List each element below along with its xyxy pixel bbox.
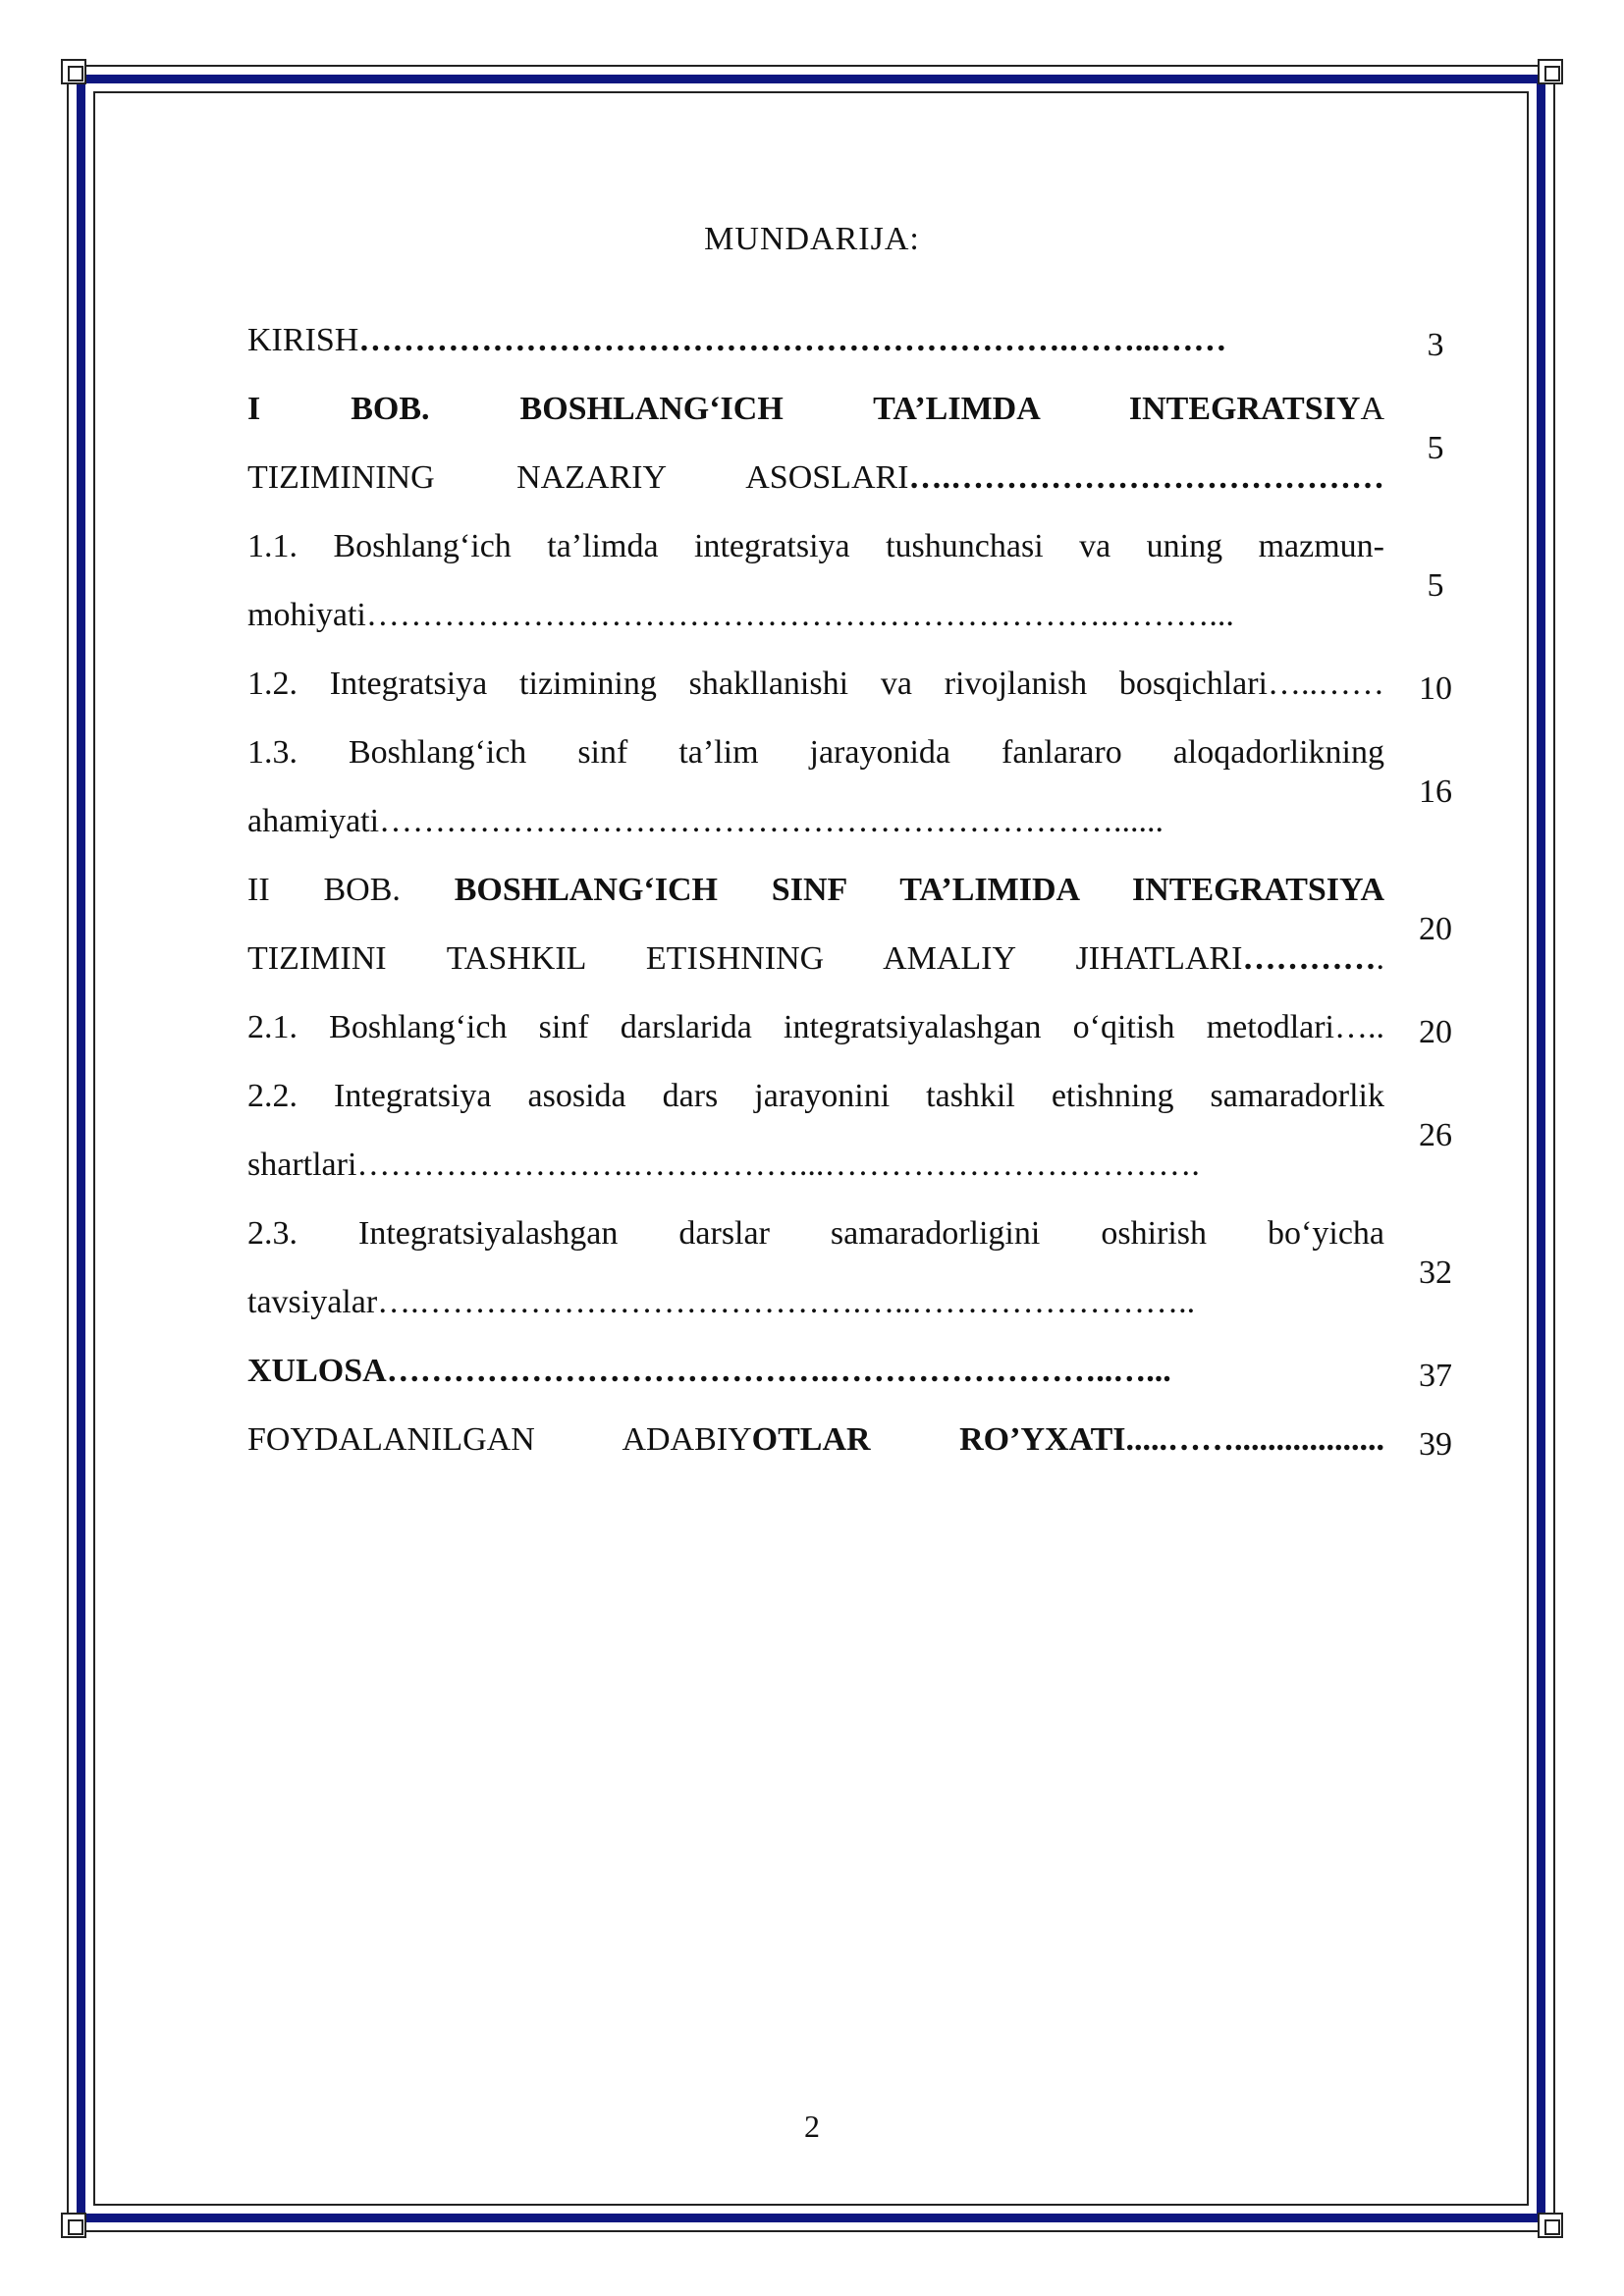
- toc-entry-text: [247, 375, 1384, 512]
- toc-entry-text: [247, 512, 1384, 650]
- toc-line-segment: ….…………………………………: [908, 459, 1384, 496]
- toc-line-segment: tavsiyalar….………………………………….…..……………………..: [247, 1284, 1196, 1320]
- toc-entry-s2-1[interactable]: [247, 993, 1475, 1062]
- toc-entry-text: [247, 650, 1384, 719]
- toc-page-number: 16: [1419, 774, 1452, 810]
- toc-page-number: 39: [1419, 1426, 1452, 1463]
- toc-line: [247, 1062, 1384, 1131]
- toc-line-segment: shartlari…………………….……………...…………………………….: [247, 1147, 1200, 1183]
- toc-line: [247, 581, 1384, 650]
- toc-entry-text: [247, 856, 1384, 993]
- toc-page-number: 32: [1419, 1255, 1452, 1291]
- toc-line: [247, 993, 1384, 1062]
- toc-entry-text: [247, 1200, 1384, 1337]
- toc-line-segment: OTLAR RO’YXATI.....……..................: [751, 1421, 1384, 1458]
- corner-ornament: [61, 2213, 86, 2238]
- toc-line: [247, 1268, 1384, 1337]
- toc-line-segment: 2.2. Integratsiya asosida dars jarayonini tashkil etishning samaradorlik: [247, 1078, 1384, 1114]
- toc-line: [247, 925, 1384, 993]
- toc-line-segment: …………: [1242, 940, 1377, 977]
- corner-ornament: [1538, 2213, 1563, 2238]
- toc-entry-text: [247, 719, 1384, 856]
- toc-line-segment: TIZIMINI TASHKIL ETISHNING AMALIY JIHATLARI: [247, 940, 1243, 977]
- toc-line-segment: ……………………………………………………….……...……: [358, 322, 1227, 358]
- toc-line: [247, 1200, 1384, 1268]
- toc-line: [247, 306, 1384, 375]
- toc-entry-s1-2[interactable]: [247, 650, 1475, 719]
- toc-line: [247, 1131, 1384, 1200]
- toc-page-number: 5: [1427, 567, 1444, 604]
- toc-entry-s1-1[interactable]: [247, 512, 1475, 650]
- toc-entry-bob1[interactable]: [247, 375, 1475, 512]
- toc-line-segment: II BOB.: [247, 872, 455, 908]
- toc-line: [247, 719, 1384, 787]
- toc-page-number: 37: [1419, 1358, 1452, 1394]
- toc-line: [247, 1406, 1384, 1474]
- toc-line-segment: A: [1360, 391, 1384, 427]
- toc-entry-text: [247, 306, 1384, 375]
- toc-line-segment: 2.3. Integratsiyalashgan darslar samaradorligini oshirish bo‘yicha: [247, 1215, 1384, 1252]
- toc-entry-s1-3[interactable]: [247, 719, 1475, 856]
- toc-line: [247, 856, 1384, 925]
- toc-line: [247, 1337, 1384, 1406]
- table-of-contents: [247, 306, 1475, 1474]
- toc-page-number: 20: [1419, 911, 1452, 947]
- toc-page-number: 3: [1427, 327, 1444, 363]
- toc-entry-text: [247, 1337, 1384, 1406]
- toc-entry-bob2[interactable]: [247, 856, 1475, 993]
- toc-line: [247, 512, 1384, 581]
- toc-entry-s2-3[interactable]: [247, 1200, 1475, 1337]
- toc-page-number: 10: [1419, 670, 1452, 707]
- toc-line-segment: .: [1376, 940, 1384, 977]
- toc-entry-kirish[interactable]: [247, 306, 1475, 375]
- toc-line-segment: KIRISH: [247, 322, 359, 358]
- toc-page-number: 26: [1419, 1117, 1452, 1153]
- toc-page-number: 20: [1419, 1014, 1452, 1050]
- toc-line-segment: mohiyati………………………………………………………….………...: [247, 597, 1234, 633]
- toc-entry-text: [247, 1406, 1384, 1474]
- toc-line: [247, 650, 1384, 719]
- toc-line-segment: 1.3. Boshlang‘ich sinf ta’lim jarayonida fanlararo aloqadorlikning: [247, 734, 1384, 771]
- toc-entry-xulosa[interactable]: [247, 1337, 1475, 1406]
- toc-line: [247, 444, 1384, 512]
- toc-line-segment: I BOB. BOSHLANG‘ICH TA’LIMDA INTEGRATSIY: [247, 391, 1361, 427]
- toc-entry-adabiyot[interactable]: [247, 1406, 1475, 1474]
- toc-line-segment: 2.1. Boshlang‘ich sinf darslarida integratsiyalashgan o‘qitish metodlari…..: [247, 1009, 1384, 1045]
- toc-line-segment: XULOSA: [247, 1353, 387, 1389]
- toc-line-segment: 1.2. Integratsiya tizimining shakllanishi va rivojlanish bosqichlari…..……: [247, 666, 1384, 702]
- toc-page-number: 5: [1427, 430, 1444, 466]
- page-title: MUNDARIJA:: [704, 221, 920, 257]
- toc-line-segment: 1.1. Boshlang‘ich ta’limda integratsiya tushunchasi va uning mazmun-: [247, 528, 1384, 564]
- toc-entry-text: [247, 993, 1384, 1062]
- corner-ornament: [61, 59, 86, 84]
- toc-line: [247, 375, 1384, 444]
- toc-line-segment: TIZIMINING NAZARIY ASOSLARI: [247, 459, 909, 496]
- toc-entry-text: [247, 1062, 1384, 1200]
- toc-line-segment: ahamiyati…………………………………………………………......: [247, 803, 1164, 839]
- toc-entry-s2-2[interactable]: [247, 1062, 1475, 1200]
- toc-line: [247, 787, 1384, 856]
- page-number: 2: [804, 2109, 820, 2144]
- toc-line-segment: ………………………………….……………………..…...: [386, 1353, 1171, 1389]
- toc-line-segment: FOYDALANILGAN ADABIY: [247, 1421, 752, 1458]
- toc-line-segment: BOSHLANG‘ICH SINF TA’LIMIDA INTEGRATSIYA: [454, 872, 1384, 908]
- corner-ornament: [1538, 59, 1563, 84]
